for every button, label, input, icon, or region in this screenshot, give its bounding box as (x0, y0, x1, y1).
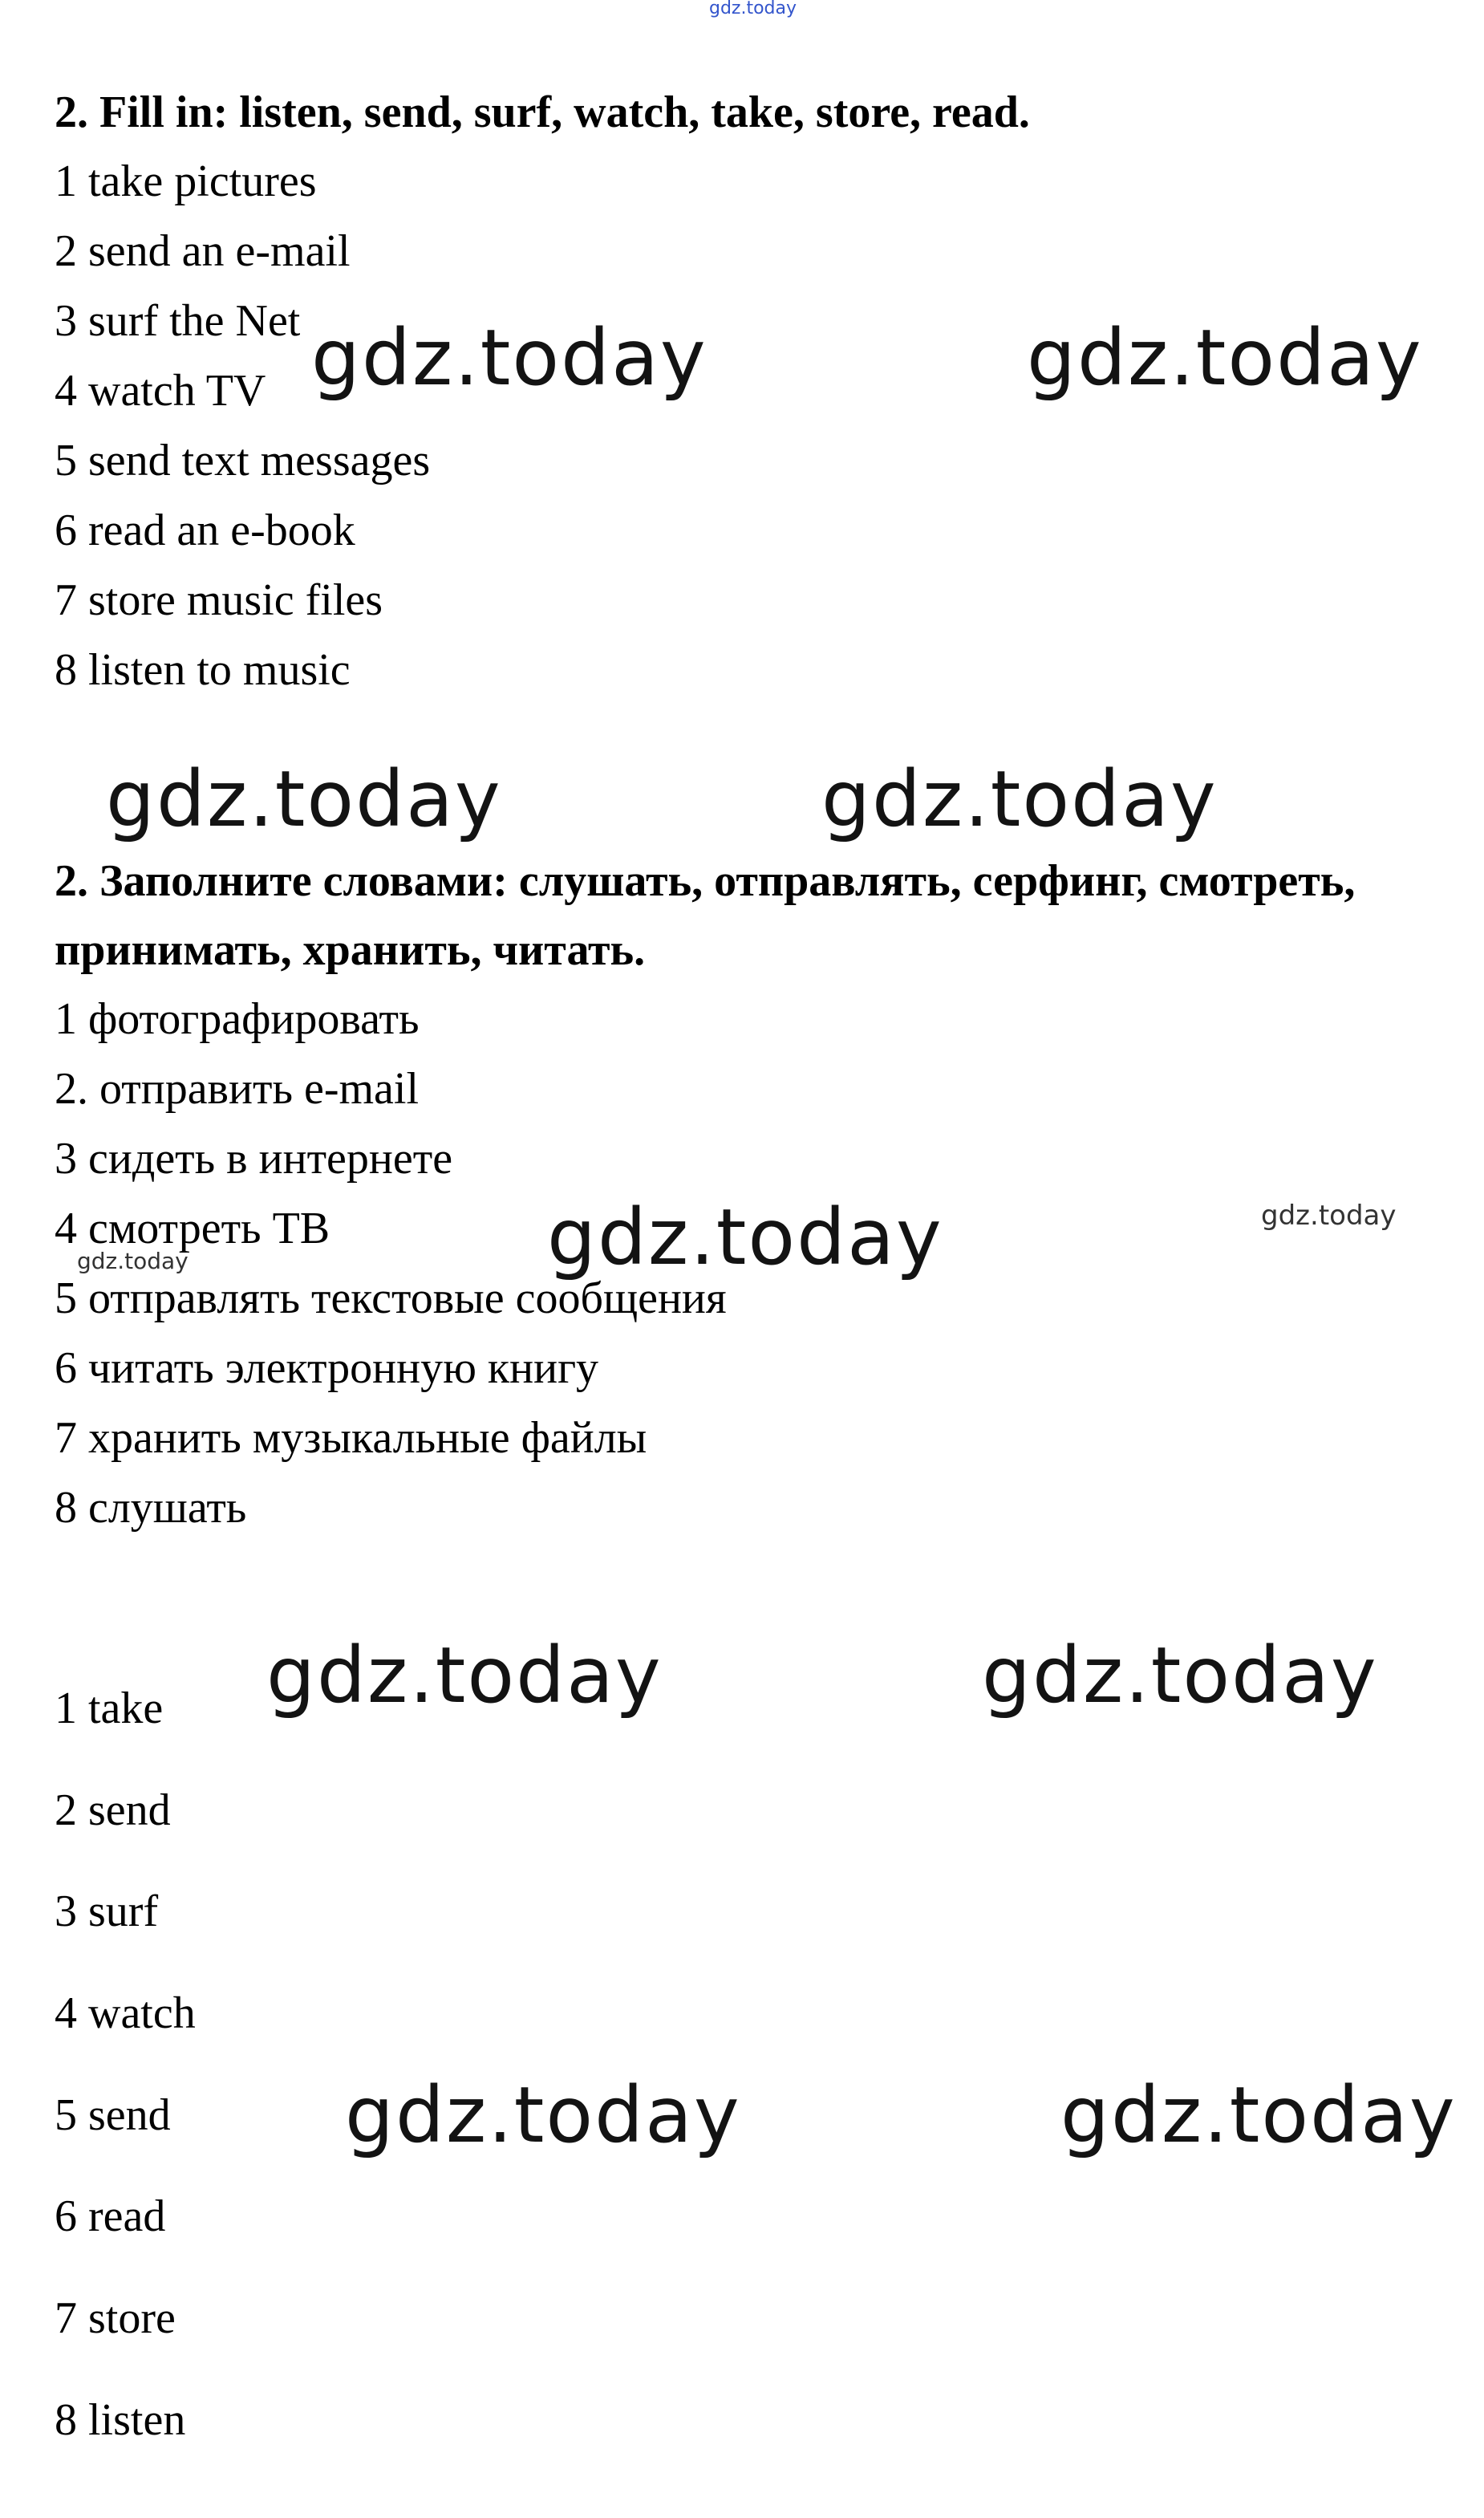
watermark: gdz.today (345, 2070, 741, 2160)
english-item-3: 3 surf the Net (55, 296, 301, 346)
russian-item-7: 7 хранить музыкальные файлы (55, 1413, 647, 1463)
english-item-6: 6 read an e-book (55, 506, 355, 555)
english-item-8: 8 listen to music (55, 645, 351, 695)
watermark: gdz.today (1027, 313, 1423, 403)
russian-item-4: 4 смотреть ТВ (55, 1204, 330, 1253)
english-item-2: 2 send an e-mail (55, 226, 351, 276)
watermark: gdz.today (311, 313, 708, 403)
watermark: gdz.today (266, 1631, 663, 1720)
answer-item-8: 8 listen (55, 2395, 186, 2445)
russian-item-8: 8 слушать (55, 1483, 247, 1533)
watermark: gdz.today (821, 754, 1218, 844)
english-item-7: 7 store music files (55, 575, 383, 625)
russian-heading-line1: 2. Заполните словами: слушать, отправлять, серфинг, смотреть, (55, 856, 1356, 906)
russian-item-5: 5 отправлять текстовые сообщения (55, 1273, 727, 1323)
english-item-1: 1 take pictures (55, 156, 317, 206)
answer-item-5: 5 send (55, 2090, 171, 2140)
russian-item-2: 2. отправить e-mail (55, 1064, 420, 1114)
watermark: gdz.today (106, 754, 502, 844)
answer-item-3: 3 surf (55, 1886, 159, 1936)
answer-item-4: 4 watch (55, 1988, 196, 2038)
english-item-5: 5 send text messages (55, 436, 431, 485)
russian-item-3: 3 сидеть в интернете (55, 1134, 453, 1184)
english-heading: 2. Fill in: listen, send, surf, watch, take, store, read. (55, 87, 1030, 137)
answer-item-1: 1 take (55, 1683, 164, 1733)
watermark: gdz.today (982, 1631, 1378, 1720)
watermark-small: gdz.today (77, 1248, 189, 1274)
russian-heading-line2: принимать, хранить, читать. (55, 925, 646, 975)
answer-item-6: 6 read (55, 2191, 166, 2241)
russian-item-6: 6 читать электронную книгу (55, 1343, 599, 1393)
russian-item-1: 1 фотографировать (55, 994, 420, 1044)
watermark-small: gdz.today (1261, 1200, 1397, 1232)
answer-item-7: 7 store (55, 2293, 176, 2343)
answer-item-2: 2 send (55, 1785, 171, 1835)
watermark: gdz.today (1060, 2070, 1457, 2160)
top-watermark: gdz.today (709, 0, 797, 18)
english-item-4: 4 watch TV (55, 366, 266, 416)
watermark: gdz.today (547, 1192, 943, 1282)
